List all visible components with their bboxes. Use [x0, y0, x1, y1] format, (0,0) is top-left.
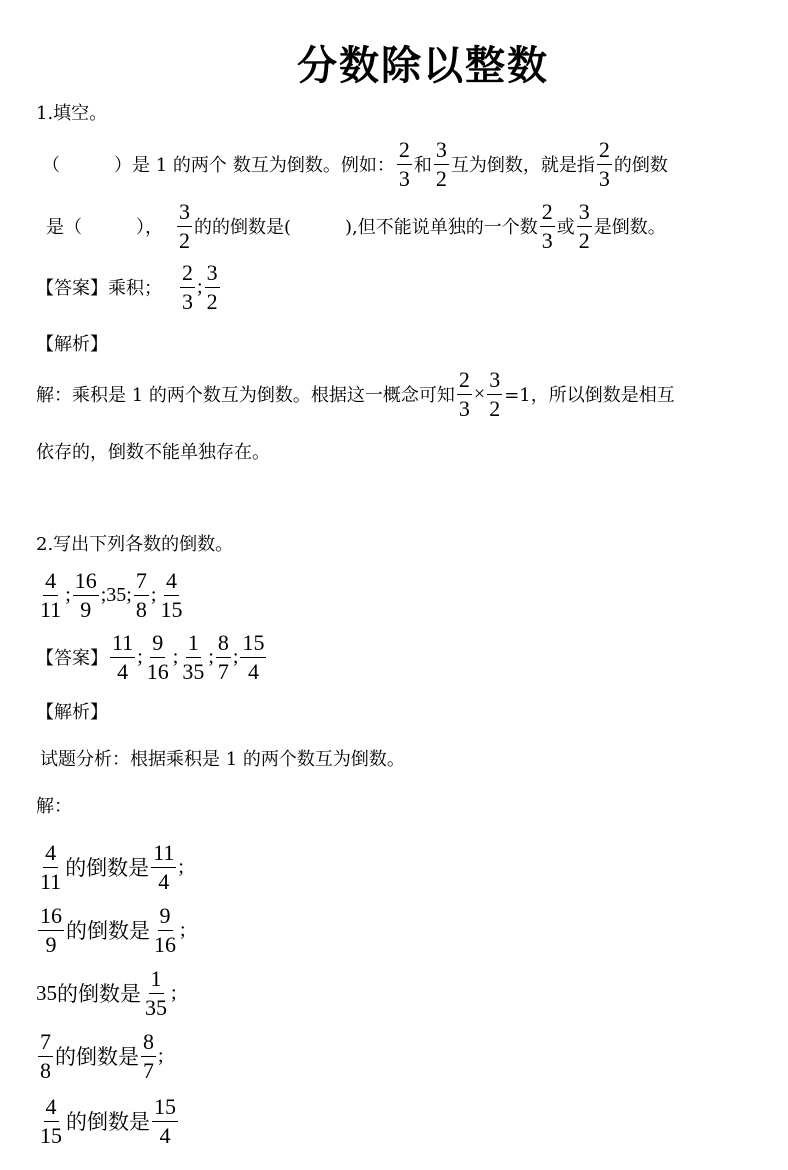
denominator: 7 — [143, 1057, 154, 1083]
fraction — [73, 567, 99, 622]
numerator: 3 — [177, 201, 192, 227]
numerator: 4 — [164, 570, 179, 596]
fraction — [38, 902, 64, 957]
denominator: 7 — [217, 658, 229, 684]
numerator: 4 — [44, 1096, 59, 1122]
fraction — [597, 136, 612, 191]
denominator: 3 — [182, 288, 193, 314]
separator: ; — [150, 583, 157, 606]
separator: ;35; — [100, 583, 132, 606]
denominator: 4 — [117, 658, 129, 684]
q1-line2 — [46, 198, 666, 254]
q1-analysis-text-a: 解：乘积是 1 的两个数互为倒数。根据这一概念可知 — [36, 385, 455, 406]
denominator: 9 — [45, 931, 57, 957]
separator: ; — [137, 645, 143, 668]
separator: ; — [171, 981, 177, 1004]
fraction — [216, 629, 231, 684]
reciprocal-phrase: 的倒数是 — [65, 856, 150, 880]
reciprocal-phrase: 的倒数是 — [66, 919, 150, 943]
numerator: 2 — [397, 139, 412, 165]
fraction — [180, 629, 206, 684]
q2-heading: 2.写出下列各数的倒数。 — [36, 534, 234, 555]
q1-analysis-line1 — [36, 366, 675, 422]
denominator: 9 — [80, 596, 92, 622]
fraction — [457, 366, 472, 421]
q2-analysis-label: 【解析】 — [36, 702, 108, 723]
separator: ; — [172, 645, 179, 668]
numerator: 2 — [180, 262, 195, 288]
reciprocal-phrase: 的倒数是 — [55, 1045, 139, 1069]
q1-line1-text-b: 数互为倒数。 — [232, 155, 341, 176]
denominator: 35 — [182, 658, 205, 684]
numerator: 4 — [43, 842, 58, 868]
numerator: 15 — [240, 632, 266, 658]
fraction — [487, 366, 502, 421]
q1-heading: 1.填空。 — [36, 103, 108, 124]
numerator: 2 — [540, 201, 555, 227]
numerator: 16 — [38, 905, 64, 931]
numerator: 3 — [434, 139, 449, 165]
denominator: 3 — [398, 165, 410, 191]
answer-label: 【答案】 — [36, 648, 108, 669]
q1-line2-text-a: 是（ ）， — [46, 217, 163, 238]
fraction — [434, 136, 449, 191]
fraction — [134, 567, 149, 622]
denominator: 4 — [158, 868, 170, 894]
fraction — [151, 839, 176, 894]
denominator: 15 — [160, 596, 183, 622]
denominator: 3 — [458, 395, 470, 421]
numerator: 7 — [38, 1031, 53, 1057]
fraction — [152, 1093, 178, 1148]
fraction — [180, 259, 195, 314]
fraction — [38, 567, 63, 622]
fraction — [240, 629, 266, 684]
numerator: 3 — [205, 262, 220, 288]
q1-analysis-label: 【解析】 — [36, 334, 108, 355]
fraction — [38, 1093, 64, 1148]
reciprocal-phrase: 的倒数是 — [57, 982, 141, 1006]
separator: ; — [65, 583, 71, 606]
denominator: 2 — [578, 227, 590, 253]
fraction — [152, 902, 178, 957]
denominator: 8 — [135, 596, 147, 622]
page-title: 分数除以整数 — [297, 42, 549, 89]
fraction — [158, 567, 184, 622]
q1-line2-text-c: 是倒数。 — [593, 217, 666, 238]
answer-label: 【答案】 — [36, 278, 108, 299]
q1-line1 — [42, 136, 668, 192]
denominator: 3 — [598, 165, 610, 191]
fraction — [110, 629, 135, 684]
q2-solution-row — [36, 1027, 164, 1085]
q1-answer — [36, 259, 222, 315]
fraction — [397, 136, 412, 191]
q2-solution-row — [36, 838, 184, 896]
denominator: 8 — [40, 1057, 51, 1083]
denominator: 4 — [159, 1122, 171, 1148]
denominator: 16 — [146, 658, 169, 684]
fraction — [205, 259, 220, 314]
q2-solution-row — [36, 964, 177, 1022]
denominator: 35 — [145, 994, 167, 1020]
denominator: 3 — [541, 227, 553, 253]
fraction — [141, 1028, 156, 1083]
numerator: 1 — [149, 968, 164, 994]
q1-line1-and: 和 — [413, 155, 432, 176]
denominator: 2 — [179, 227, 190, 253]
separator: ; — [197, 275, 203, 298]
numerator: 11 — [110, 632, 135, 658]
q1-line1-text-d: 互为倒数，就是指 — [450, 155, 595, 176]
numerator: 2 — [457, 369, 472, 395]
denominator: 11 — [40, 868, 62, 894]
q2-items — [36, 566, 186, 624]
fraction — [143, 965, 169, 1020]
numerator: 7 — [134, 570, 149, 596]
denominator: 15 — [40, 1122, 62, 1148]
fraction — [38, 839, 63, 894]
reciprocal-phrase: 的倒数是 — [66, 1110, 150, 1134]
q1-analysis-text-b: =1，所以倒数是相互 — [504, 385, 675, 406]
numerator: 9 — [158, 905, 173, 931]
denominator: 2 — [206, 288, 218, 314]
fraction — [577, 198, 592, 253]
q1-answer-text: 乘积； — [108, 278, 162, 299]
denominator: 2 — [435, 165, 447, 191]
numerator: 1 — [186, 632, 201, 658]
q1-analysis-line2: 依存的，倒数不能单独存在。 — [36, 442, 270, 463]
q2-answer — [36, 628, 268, 686]
fraction — [145, 629, 171, 684]
fraction — [177, 198, 192, 253]
denominator: 2 — [489, 395, 501, 421]
q1-line2-text-b: 的的倒数是( ),但不能说单独的一个数 — [194, 217, 538, 238]
numerator: 9 — [150, 632, 165, 658]
numerator: 11 — [151, 842, 176, 868]
denominator: 4 — [247, 658, 259, 684]
numerator: 3 — [577, 201, 592, 227]
whole-number: 35 — [36, 980, 57, 1005]
q1-line2-or: 或 — [556, 217, 575, 238]
q2-solution-row — [36, 1092, 180, 1150]
numerator: 16 — [73, 570, 99, 596]
q1-line1-text-c: 例如： — [340, 155, 395, 176]
numerator: 2 — [597, 139, 612, 165]
separator: ; — [180, 918, 186, 941]
numerator: 8 — [216, 632, 231, 658]
numerator: 3 — [487, 369, 502, 395]
numerator: 8 — [141, 1031, 156, 1057]
q1-line1-text-e: 的倒数 — [613, 155, 668, 176]
q2-solution-row — [36, 901, 186, 959]
q1-line1-text-a: （ ）是 1 的两个 — [42, 155, 227, 176]
separator: ; — [178, 855, 184, 878]
numerator: 15 — [152, 1096, 178, 1122]
separator: ; — [232, 645, 239, 668]
q2-solution-label: 解： — [36, 796, 72, 817]
times-sign: × — [473, 382, 486, 405]
denominator: 16 — [154, 931, 176, 957]
separator: ; — [208, 645, 214, 668]
q2-analysis-text: 试题分析：根据乘积是 1 的两个数互为倒数。 — [40, 749, 405, 770]
denominator: 11 — [40, 596, 62, 622]
separator: ; — [158, 1044, 164, 1067]
numerator: 4 — [43, 570, 58, 596]
fraction — [38, 1028, 53, 1083]
fraction — [540, 198, 555, 253]
